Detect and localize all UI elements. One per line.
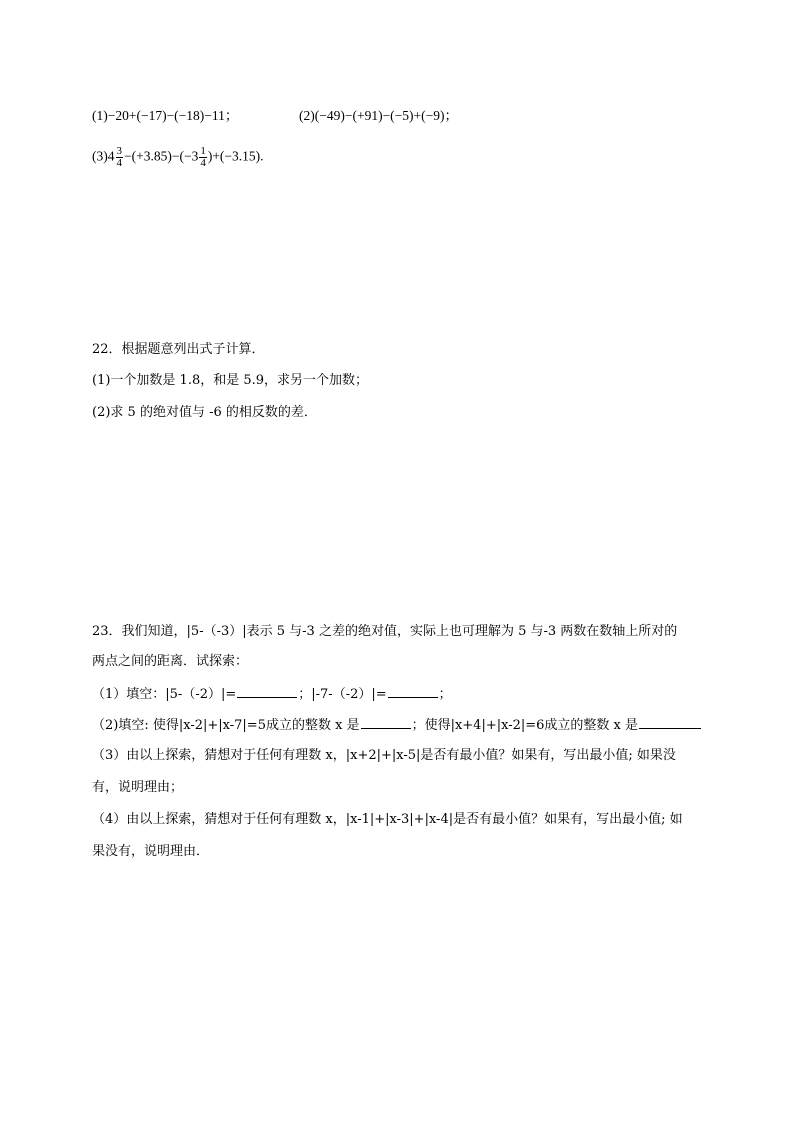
q21-fraction-1 (116, 146, 124, 169)
q21-part3-whole: 4 (107, 148, 115, 164)
q21-part3 (92, 146, 264, 169)
q21-part3-suffix: )+(−3.15). (207, 148, 264, 164)
q23-part3-line1: （3）由以上探索，猜想对于任何有理数 x，|x+2|+|x-5|是否有最小值？如果有，写出最小值; 如果没 (92, 748, 676, 763)
q23-part3-line2: 有，说明理由； (92, 780, 184, 795)
answer-blank-1[interactable] (237, 684, 297, 698)
q21-part3-prefix: (3) (92, 148, 108, 164)
fraction-numerator: 3 (116, 145, 122, 157)
q23-part1-text-c: ； (438, 687, 452, 702)
answer-blank-2[interactable] (388, 684, 438, 698)
answer-blank-4[interactable] (639, 715, 701, 729)
q23-part1 (92, 684, 452, 705)
answer-blank-3[interactable] (361, 715, 411, 729)
fraction-denominator: 4 (200, 157, 206, 169)
fraction-denominator: 4 (116, 157, 122, 169)
q21-part2 (299, 106, 458, 126)
q23-part1-text-b: ；|-7-（-2）|= (298, 687, 387, 702)
q21-part3-middle: −(+3.85)−(−3 (124, 148, 199, 164)
q23-part1-text-a: （1）填空：|5-（-2）|= (92, 687, 237, 702)
q21-part2-text: (2)(−49)−(+91)−(−5)+(−9)； (299, 108, 459, 123)
fraction-numerator: 1 (200, 145, 206, 157)
q23-part4-line2: 果没有，说明理由． (92, 844, 210, 859)
q23-part4-line1: （4）由以上探索，猜想对于任何有理数 x，|x-1|+|x-3|+|x-4|是否有最小值？如果有，写出最小值; 如 (92, 812, 683, 827)
q21-part1 (92, 106, 238, 126)
q22-part1: (1)一个加数是 1.8，和是 5.9，求另一个加数； (92, 373, 369, 388)
q22-part2: (2)求 5 的绝对值与 -6 的相反数的差． (92, 405, 317, 420)
q23-part2 (92, 715, 702, 736)
q21-part1-text: (1)−20+(−17)−(−18)−11； (92, 108, 239, 123)
q23-intro-line1: 23．我们知道，|5-（-3）|表示 5 与-3 之差的绝对值，实际上也可理解为 5 与-3 两数在数轴上所对的 (92, 624, 678, 639)
q21-fraction-2 (199, 146, 207, 169)
q23-intro-line2: 两点之间的距离．试探索： (92, 654, 249, 669)
q23-part2-text-b: ；使得|x+4|+|x-2|=6成立的整数 x 是 (411, 718, 638, 733)
q23-part2-text-a: （2)填空: 使得|x-2|+|x-7|=5成立的整数 x 是 (92, 718, 360, 733)
q22-title: 22．根据题意列出式子计算． (92, 342, 265, 357)
